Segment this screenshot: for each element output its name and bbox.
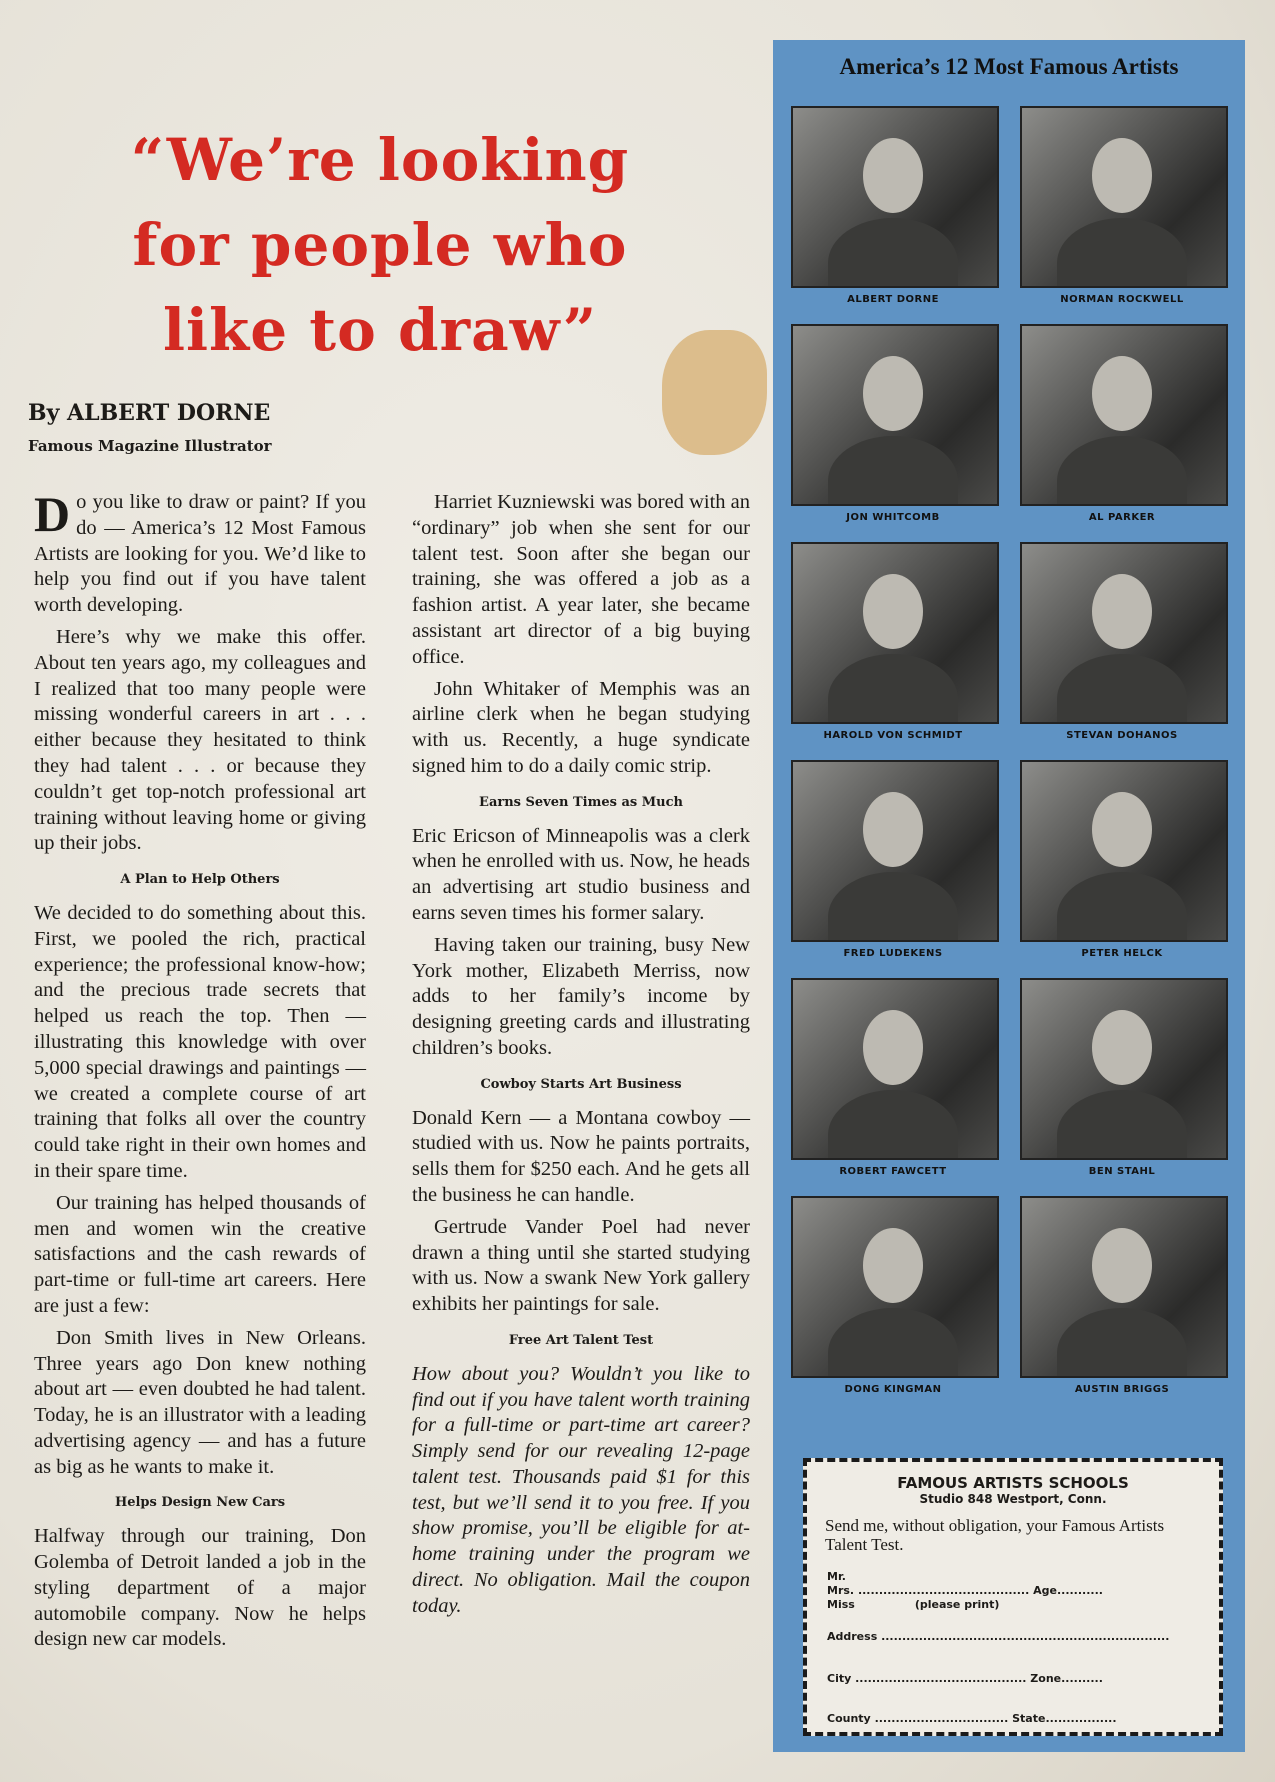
artist-photo — [791, 760, 999, 942]
portrait-head — [863, 356, 923, 431]
label-city: City — [827, 1672, 852, 1685]
label-age: Age — [1033, 1584, 1057, 1597]
portrait-body — [1057, 654, 1187, 724]
artist-name: ALBERT DORNE — [847, 294, 939, 305]
portrait-head — [1092, 356, 1152, 431]
artist-name: NORMAN ROCKWELL — [1060, 294, 1184, 305]
artist-name: ROBERT FAWCETT — [839, 1166, 947, 1177]
paragraph: John Whitaker of Memphis was an airline clerk when he began studying with us. Recently, a huge syndicate signed him to do a daily comic strip. — [412, 677, 750, 777]
county-field[interactable]: County ................................ State................. — [827, 1712, 1117, 1725]
artist-photo — [1020, 106, 1228, 288]
portrait-head — [1092, 1228, 1152, 1303]
artist-name: AUSTIN BRIGGS — [1074, 1384, 1170, 1395]
artist-photo — [1020, 1196, 1228, 1378]
paragraph: Eric Ericson of Minneapolis was a clerk when he enrolled with us. Now, he heads an advertising art studio business and earns seven times his former salary. — [412, 824, 750, 924]
artist-name: JON WHITCOMB — [846, 512, 940, 523]
paragraph: Don Smith lives in New Orleans. Three years ago Don knew nothing about art — even doubted he had talent. Today, he is an illustrator with a leading advertising agency — and has a future as big as he wants to make it. — [34, 1326, 366, 1478]
drop-cap: D — [34, 486, 71, 542]
subheading: Helps Design New Cars — [114, 1495, 286, 1511]
subheading: Free Art Talent Test — [508, 1332, 654, 1348]
byline-subtitle: Famous Magazine Illustrator — [28, 437, 272, 455]
panel-title: America’s 12 Most Famous Artists — [839, 54, 1179, 79]
artist-photo — [1020, 978, 1228, 1160]
coupon-miss — [827, 1598, 1203, 1611]
paragraph — [34, 486, 366, 619]
paragraph: Gertrude Vander Poel had never drawn a thing until she started studying with us. Now a swank New York gallery exhibits her paintings for sale. — [412, 1215, 750, 1316]
coupon[interactable] — [803, 1458, 1223, 1736]
subheading: A Plan to Help Others — [120, 872, 280, 888]
portrait-head — [1092, 792, 1152, 867]
portrait-head — [1092, 1010, 1152, 1085]
portrait-head — [863, 138, 923, 213]
paragraph: How about you? Wouldn’t you like to find out if you have talent worth training for a full-time or part-time art career? Simply send for our revealing 12-page talent test. Thousands paid $1 for this test, but we’ll send it to you free. If you show promise, you’ll be eligible for at-home training under the program we direct. No obligation. Mail the coupon today. — [412, 1362, 750, 1617]
artist-photo — [791, 542, 999, 724]
paragraph-text: o you like to draw or paint? If you do — America’s 12 Most Famous Artists are looking for you. We’d like to help you find out if you have talent worth developing. — [34, 491, 366, 617]
portrait-body — [1057, 1090, 1187, 1160]
portrait-body — [828, 1308, 958, 1378]
label-zone: Zone — [1030, 1672, 1062, 1685]
portrait-body — [828, 654, 958, 724]
name-field[interactable]: Mrs. ......................................... Age........... — [827, 1584, 1103, 1597]
portrait-body — [1057, 1308, 1187, 1378]
portrait-head — [863, 1228, 923, 1303]
label-county: County — [827, 1712, 871, 1725]
portrait-head — [863, 1010, 923, 1085]
headline-line: for people who — [132, 211, 628, 279]
paragraph: Our training has helped thousands of men and women win the creative satisfactions and the cash rewards of part-time or full-time art careers. Here are just a few: — [34, 1191, 366, 1317]
label-miss: Miss — [827, 1598, 855, 1611]
portrait-body — [1057, 218, 1187, 288]
artist-name: FRED LUDEKENS — [843, 948, 943, 959]
artist-photo — [791, 106, 999, 288]
artist-name: HAROLD VON SCHMIDT — [823, 730, 963, 741]
portrait-body — [1057, 872, 1187, 942]
artist-name: STEVAN DOHANOS — [1066, 730, 1178, 741]
coupon-school: FAMOUS ARTISTS SCHOOLS — [897, 1474, 1129, 1492]
headline — [100, 118, 660, 373]
paragraph: Halfway through our training, Don Golemba of Detroit landed a job in the styling department of a major automobile company. Now he helps design new car models. — [34, 1525, 366, 1651]
paragraph: Donald Kern — a Montana cowboy — studied with us. Now he paints portraits, sells them for $250 each. And he gets all the business he can handle. — [412, 1106, 750, 1206]
address-field[interactable]: Address ..................................................................... — [827, 1630, 1170, 1643]
artist-name: PETER HELCK — [1081, 948, 1163, 959]
portrait-body — [828, 218, 958, 288]
paragraph: Here’s why we make this offer. About ten years ago, my colleagues and I realized that too many people were missing wonderful careers in art . . . either because they hesitated to think they had talent . . . or because they couldn’t get top-notch professional art training without leaving home or giving up their jobs. — [34, 625, 366, 855]
coupon-address: Studio 848 Westport, Conn. — [919, 1492, 1107, 1506]
coupon-mr: Mr. — [827, 1570, 846, 1583]
artist-photo — [791, 1196, 999, 1378]
portrait-body — [1057, 436, 1187, 506]
artist-photo — [1020, 760, 1228, 942]
paragraph: Having taken our training, busy New York mother, Elizabeth Merriss, now adds to her family’s income by designing greeting cards and illustrating children’s books. — [412, 933, 750, 1059]
portrait-body — [828, 1090, 958, 1160]
portrait-head — [1092, 574, 1152, 649]
artist-photo — [791, 324, 999, 506]
label-mrs: Mrs. — [827, 1584, 855, 1597]
artist-photo — [1020, 324, 1228, 506]
center-column — [412, 490, 750, 1626]
byline: By ALBERT DORNE — [28, 400, 271, 426]
artist-photo — [791, 978, 999, 1160]
subheading: Cowboy Starts Art Business — [480, 1076, 682, 1092]
city-field[interactable]: City ......................................... Zone.......... — [827, 1672, 1103, 1685]
paragraph: Harriet Kuzniewski was bored with an “ordinary” job when she sent for our talent test. Soon after she began our training, she was offered a job as a fashion artist. A year later, she became assistant art director of a big buying office. — [412, 491, 750, 668]
stain-mark — [662, 330, 767, 455]
portrait-body — [828, 436, 958, 506]
coupon-text: Send me, without obligation, your Famous Artists Talent Test. — [825, 1516, 1165, 1554]
artist-name: AL PARKER — [1088, 512, 1156, 523]
headline-line: “We’re looking — [130, 126, 630, 194]
label-state: State — [1012, 1712, 1046, 1725]
portrait-body — [828, 872, 958, 942]
artists-panel — [773, 40, 1245, 1752]
label-address: Address — [827, 1630, 878, 1643]
portrait-head — [863, 574, 923, 649]
paragraph: We decided to do something about this. First, we pooled the rich, practical experience; the professional know-how; and the precious trade secrets that helped us reach the top. Then — illustrating this knowledge with over 5,000 special drawings and paintings — we created a complete course of art training that folks all over the country could take right in their own homes and in their spare time. — [34, 901, 366, 1182]
left-column — [34, 486, 366, 1659]
artist-photo — [1020, 542, 1228, 724]
portrait-head — [1092, 138, 1152, 213]
label-please-print: (please print) — [914, 1598, 1000, 1611]
artist-name: BEN STAHL — [1088, 1166, 1156, 1177]
subheading: Earns Seven Times as Much — [479, 794, 683, 810]
portrait-head — [863, 792, 923, 867]
artist-name: DONG KINGMAN — [844, 1384, 942, 1395]
headline-line: like to draw” — [162, 296, 598, 364]
